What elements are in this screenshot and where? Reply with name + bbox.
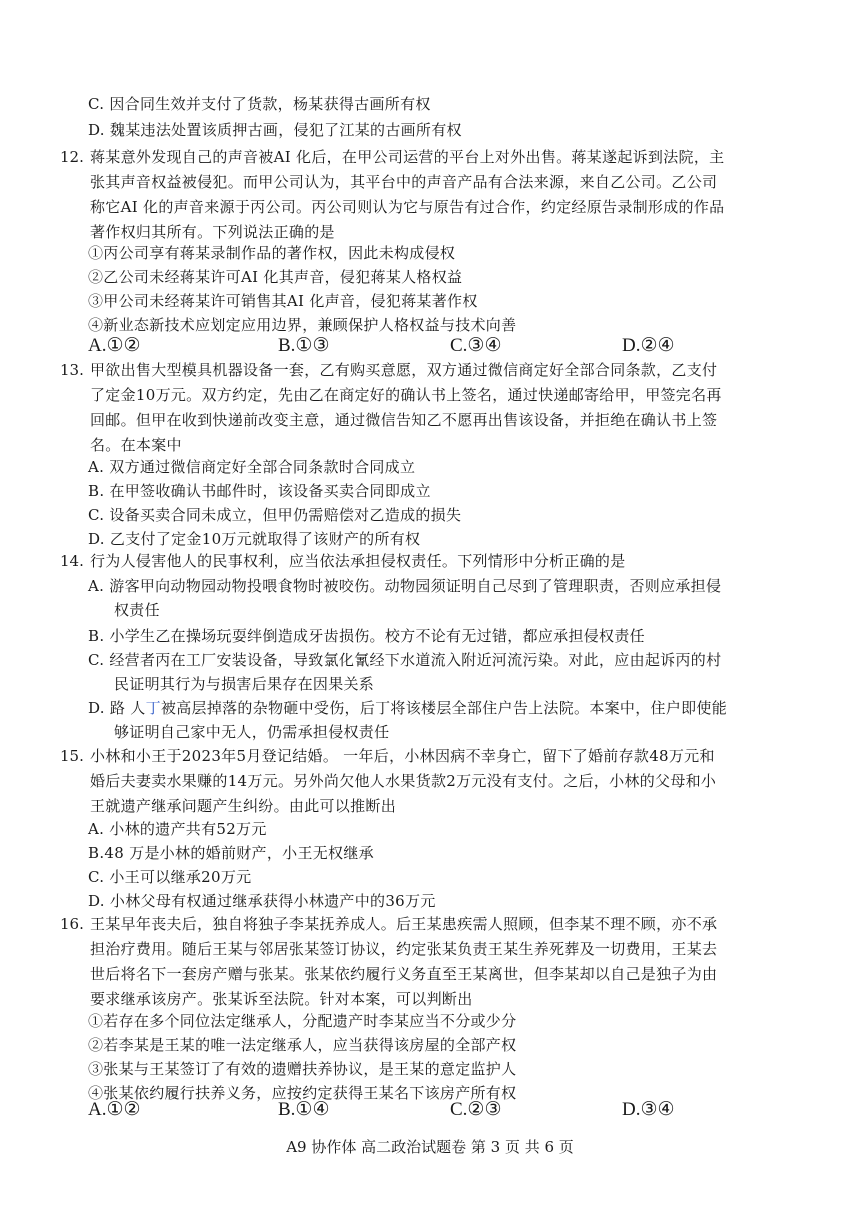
q14-number: 14. [60,552,84,570]
q13-option-a: A. 双方通过微信商定好全部合同条款时合同成立 [88,458,416,476]
q12-item: ①丙公司享有蒋某录制作品的著作权，因此未构成侵权 [88,244,456,262]
q15-option-d: D. 小林父母有权通过继承获得小林遗产中的36万元 [88,892,436,910]
q16-item: ①若存在多个同位法定继承人，分配遗产时李某应当不分或少分 [88,1012,517,1030]
q14-option-d-rest: 被高层掉落的杂物砸中受伤，后丁将该楼层全部住户告上法院。本案中，住户即使能 [160,699,728,717]
q14-option-b: B. 小学生乙在操场玩耍绊倒造成牙齿损伤。校方不论有无过错，都应承担侵权责任 [88,627,645,645]
page-footer: A9 协作体 高二政治试题卷 第 3 页 共 6 页 [286,1138,574,1156]
q12-stem-line: 蒋某意外发现自己的声音被AI 化后，在甲公司运营的平台上对外出售。蒋某遂起诉到法院，主 [90,148,725,166]
q15-option-a: A. 小林的遗产共有52万元 [88,820,267,838]
q16-stem-line: 担治疗费用。随后王某与邻居张某签订协议，约定张某负责王某生养死葬及一切费用，王某去 [90,940,718,958]
q16-item: ③张某与王某签订了有效的遗赠扶养协议，是王某的意定监护人 [88,1060,517,1078]
q14-option-d-cont: 够证明自己家中无人，仍需承担侵权责任 [114,723,390,741]
q12-item: ②乙公司未经蒋某许可AI 化其声音，侵犯蒋某人格权益 [88,268,463,286]
q15-option-c: C. 小王可以继承20万元 [88,868,252,886]
q15-number: 15. [60,747,84,765]
q14-stem: 行为人侵害他人的民事权利，应当依法承担侵权责任。下列情形中分析正确的是 [90,552,626,570]
q14-option-d-prefix: D. 路 人 [88,699,146,717]
q12-answer-d: D.②④ [622,335,675,356]
q15-stem-line: 婚后夫妻卖水果赚的14万元。另外尚欠他人水果货款2万元没有支付。之后，小林的父母和小 [90,772,717,790]
q13-stem-line: 回邮。但甲在收到快递前改变主意，通过微信告知乙不愿再出售该设备，并拒绝在确认书上签 [90,411,718,429]
q15-stem-line: 王就遗产继承问题产生纠纷。由此可以推断出 [90,797,397,815]
q16-number: 16. [60,915,84,933]
q14-option-c: C. 经营者丙在工厂安装设备，导致氯化氰经下水道流入附近河流污染。对此，应由起诉丙的村 [88,651,722,669]
q13-stem-line: 名。在本案中 [90,436,182,454]
q12-item: ③甲公司未经蒋某许可销售其AI 化声音，侵犯蒋某著作权 [88,292,478,310]
q13-stem-line: 了定金10万元。双方约定，先由乙在商定好的确认书上签名，通过快递邮寄给甲，甲签完名再 [90,386,722,404]
q12-item: ④新业态新技术应划定应用边界，兼顾保护人格权益与技术向善 [88,316,517,334]
q11-option-c: C. 因合同生效并支付了货款，杨某获得古画所有权 [88,95,431,113]
q14-option-a-cont: 权责任 [114,601,160,619]
q12-stem-line: 著作权归其所有。下列说法正确的是 [90,223,335,241]
q11-option-d: D. 魏某违法处置该质押古画，侵犯了江某的古画所有权 [88,121,462,139]
q14-option-d-highlight: 丁 [145,699,161,717]
q16-stem-line: 王某早年丧夫后，独自将独子李某抚养成人。后王某患疾需人照顾，但李某不理不顾，亦不承 [90,915,718,933]
q14-option-c-cont: 民证明其行为与损害后果存在因果关系 [114,675,375,693]
q13-stem-line: 甲欲出售大型模具机器设备一套，乙有购买意愿，双方通过微信商定好全部合同条款，乙支付 [90,361,718,379]
q13-option-c: C. 设备买卖合同未成立，但甲仍需赔偿对乙造成的损失 [88,506,462,524]
q12-answer-b: B.①③ [278,335,330,356]
q12-stem-line: 张其声音权益被侵犯。而甲公司认为，其平台中的声音产品有合法来源，来自乙公司。乙公司 [90,173,718,191]
q14-option-d [88,696,727,720]
q13-number: 13. [60,361,84,379]
q16-stem-line: 世后将名下一套房产赠与张某。张某依约履行义务直至王某离世，但李某却以自己是独子为由 [90,965,718,983]
q14-option-a: A. 游客甲向动物园动物投喂食物时被咬伤。动物园须证明自己尽到了管理职责，否则应承担侵 [88,577,722,595]
q16-answer-a: A.①② [88,1099,141,1120]
q15-option-b: B.48 万是小林的婚前财产，小王无权继承 [88,844,374,862]
q12-number: 12. [60,148,84,166]
q13-option-d: D. 乙支付了定金10万元就取得了该财产的所有权 [88,530,421,548]
q16-answer-d: D.③④ [622,1099,675,1120]
q12-answer-c: C.③④ [450,335,502,356]
q16-answer-c: C.②③ [450,1099,502,1120]
q16-answer-b: B.①④ [278,1099,330,1120]
q12-answer-a: A.①② [88,335,141,356]
q16-item: ②若李某是王某的唯一法定继承人，应当获得该房屋的全部产权 [88,1036,517,1054]
q15-stem-line: 小林和小王于2023年5月登记结婚。 一年后，小林因病不幸身亡，留下了婚前存款48万元和 [90,747,715,765]
q16-stem-line: 要求继承该房产。张某诉至法院。针对本案，可以判断出 [90,990,473,1008]
q13-option-b: B. 在甲签收确认书邮件时，该设备买卖合同即成立 [88,482,431,500]
q16-item: ④张某依约履行扶养义务，应按约定获得王某名下该房产所有权 [88,1084,517,1102]
q12-stem-line: 称它AI 化的声音来源于丙公司。丙公司则认为它与原告有过合作，约定经原告录制形成的作品 [90,198,725,216]
